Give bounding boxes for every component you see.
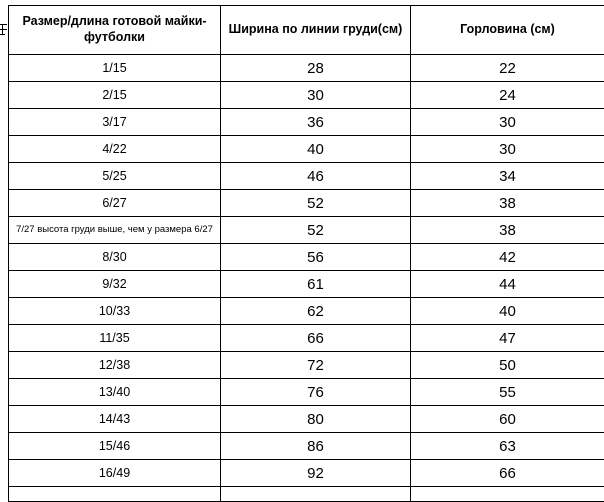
- table-row: [9, 82, 604, 109]
- cell-neck: 60: [411, 406, 604, 433]
- column-header-chest-width: Ширина по линии груди(см): [221, 6, 411, 55]
- cell-neck: [411, 487, 604, 502]
- cell-size: 3/17: [9, 109, 221, 136]
- cell-neck: 30: [411, 109, 604, 136]
- cell-neck: 55: [411, 379, 604, 406]
- table-row: [9, 379, 604, 406]
- table-row: [9, 163, 604, 190]
- cell-neck: 38: [411, 190, 604, 217]
- cell-neck: 24: [411, 82, 604, 109]
- cell-chest-width: 30: [221, 82, 411, 109]
- cell-size: 7/27 высота груди выше, чем у размера 6/27: [9, 217, 221, 244]
- size-chart-table: [8, 5, 604, 502]
- cell-chest-width: 92: [221, 460, 411, 487]
- cell-chest-width: 40: [221, 136, 411, 163]
- cell-neck: 22: [411, 55, 604, 82]
- cell-neck: 30: [411, 136, 604, 163]
- table-row: [9, 217, 604, 244]
- table-row: [9, 55, 604, 82]
- cell-chest-width: 72: [221, 352, 411, 379]
- table-header-row: [9, 6, 604, 55]
- cell-neck: 42: [411, 244, 604, 271]
- cell-chest-width: 36: [221, 109, 411, 136]
- page-edge-marks: [0, 24, 8, 46]
- cell-neck: 38: [411, 217, 604, 244]
- cell-size: 13/40: [9, 379, 221, 406]
- cell-size: 8/30: [9, 244, 221, 271]
- cell-size: 15/46: [9, 433, 221, 460]
- cell-neck: 63: [411, 433, 604, 460]
- table-row: [9, 433, 604, 460]
- table-row: [9, 352, 604, 379]
- cell-chest-width: 46: [221, 163, 411, 190]
- cell-chest-width: 66: [221, 325, 411, 352]
- cell-chest-width: 86: [221, 433, 411, 460]
- cell-size: 14/43: [9, 406, 221, 433]
- cell-chest-width: 52: [221, 217, 411, 244]
- cell-size: 9/32: [9, 271, 221, 298]
- cell-size: 6/27: [9, 190, 221, 217]
- column-header-neck: Горловина (см): [411, 6, 604, 55]
- column-header-size: Размер/длина готовой майки-футболки: [9, 6, 221, 55]
- table-row: [9, 136, 604, 163]
- table-row: [9, 460, 604, 487]
- cell-size: 10/33: [9, 298, 221, 325]
- cell-size: 16/49: [9, 460, 221, 487]
- cell-chest-width: 62: [221, 298, 411, 325]
- cell-chest-width: 61: [221, 271, 411, 298]
- table-row: [9, 406, 604, 433]
- cell-chest-width: 80: [221, 406, 411, 433]
- table-row: [9, 244, 604, 271]
- table-header: [9, 6, 604, 55]
- cell-size: 1/15: [9, 55, 221, 82]
- table-row: [9, 271, 604, 298]
- cell-neck: 34: [411, 163, 604, 190]
- cell-size: 5/25: [9, 163, 221, 190]
- table-body: [9, 55, 604, 502]
- cell-neck: 47: [411, 325, 604, 352]
- cell-neck: 40: [411, 298, 604, 325]
- cell-size: 2/15: [9, 82, 221, 109]
- table-row: [9, 487, 604, 502]
- table-row: [9, 298, 604, 325]
- table-row: [9, 109, 604, 136]
- table-row: [9, 325, 604, 352]
- cell-neck: 44: [411, 271, 604, 298]
- cell-chest-width: 56: [221, 244, 411, 271]
- cell-neck: 66: [411, 460, 604, 487]
- cell-size: 4/22: [9, 136, 221, 163]
- cell-chest-width: [221, 487, 411, 502]
- cell-chest-width: 52: [221, 190, 411, 217]
- cell-neck: 50: [411, 352, 604, 379]
- table-row: [9, 190, 604, 217]
- cell-size: 11/35: [9, 325, 221, 352]
- cell-size: 12/38: [9, 352, 221, 379]
- cell-chest-width: 28: [221, 55, 411, 82]
- cell-size: [9, 487, 221, 502]
- cell-chest-width: 76: [221, 379, 411, 406]
